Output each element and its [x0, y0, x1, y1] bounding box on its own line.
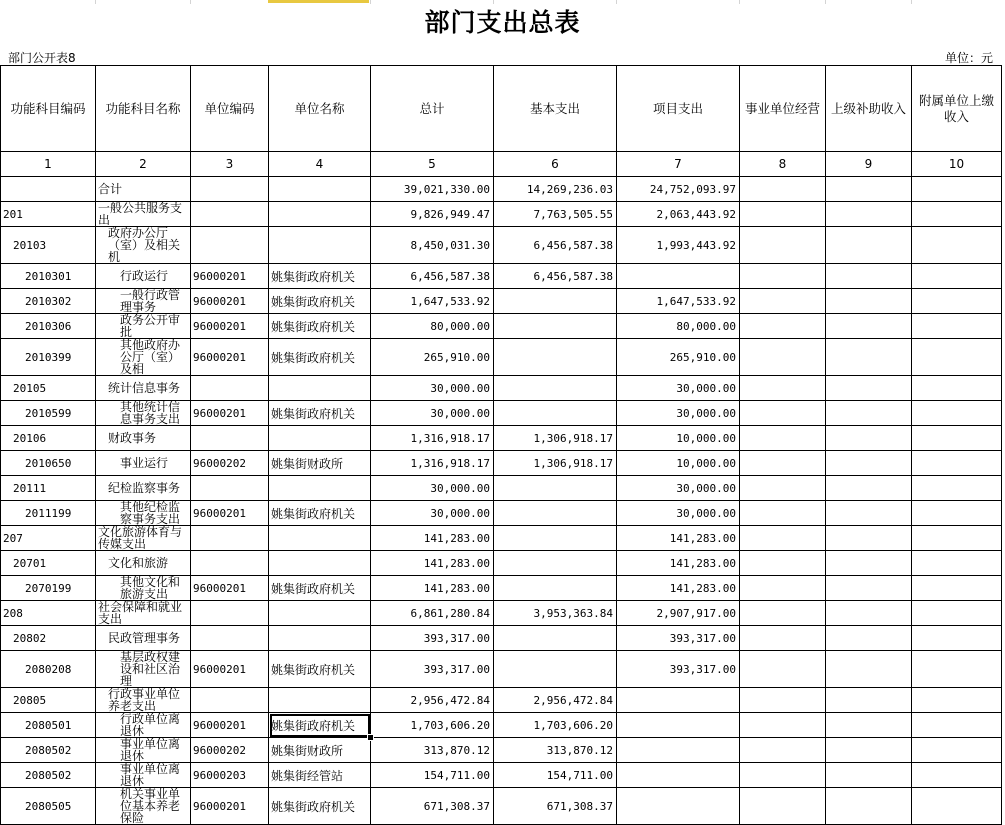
cell-project-expense[interactable]: [617, 688, 740, 713]
cell-basic-expense[interactable]: 313,870.12: [494, 738, 617, 763]
cell-project-expense[interactable]: 30,000.00: [617, 476, 740, 501]
cell-superior-subsidy[interactable]: [826, 339, 912, 376]
cell-function-code[interactable]: 208: [1, 601, 96, 626]
cell-business-operation[interactable]: [740, 738, 826, 763]
cell-unit-code[interactable]: 96000201: [191, 788, 269, 825]
cell-function-code[interactable]: 201: [1, 202, 96, 227]
cell-function-code[interactable]: 20103: [1, 227, 96, 264]
index-cell[interactable]: 7: [617, 152, 740, 177]
cell-function-name[interactable]: 事业单位离退休: [96, 738, 191, 763]
table-row: [1, 713, 1002, 738]
cell-affiliate-income[interactable]: [912, 451, 1002, 476]
cell-unit-name[interactable]: [269, 376, 371, 401]
cell-superior-subsidy[interactable]: [826, 227, 912, 264]
cell-unit-code[interactable]: 96000201: [191, 501, 269, 526]
cell-function-name[interactable]: 文化和旅游: [96, 551, 191, 576]
cell-unit-name[interactable]: 姚集街经管站: [269, 763, 371, 788]
cell-unit-name[interactable]: [269, 177, 371, 202]
cell-unit-name[interactable]: 姚集街政府机关: [269, 501, 371, 526]
cell-superior-subsidy[interactable]: [826, 526, 912, 551]
table-row: [1, 688, 1002, 713]
cell-affiliate-income[interactable]: [912, 314, 1002, 339]
cell-unit-code[interactable]: 96000201: [191, 651, 269, 688]
cell-business-operation[interactable]: [740, 177, 826, 202]
table-row: [1, 314, 1002, 339]
header-cell[interactable]: 事业单位经营: [740, 66, 826, 152]
cell-superior-subsidy[interactable]: [826, 202, 912, 227]
index-cell[interactable]: 5: [371, 152, 494, 177]
cell-basic-expense[interactable]: [494, 626, 617, 651]
table-row: [1, 738, 1002, 763]
cell-affiliate-income[interactable]: [912, 713, 1002, 738]
cell-total[interactable]: 6,456,587.38: [371, 264, 494, 289]
cell-business-operation[interactable]: [740, 713, 826, 738]
cell-basic-expense[interactable]: 3,953,363.84: [494, 601, 617, 626]
cell-unit-name[interactable]: 姚集街政府机关: [269, 576, 371, 601]
index-cell[interactable]: 9: [826, 152, 912, 177]
cell-project-expense[interactable]: [617, 713, 740, 738]
cell-unit-code[interactable]: [191, 688, 269, 713]
cell-total[interactable]: 1,316,918.17: [371, 451, 494, 476]
cell-function-code[interactable]: 2080501: [1, 713, 96, 738]
cell-function-name[interactable]: 行政单位离退休: [96, 713, 191, 738]
cell-function-code[interactable]: 2010301: [1, 264, 96, 289]
cell-affiliate-income[interactable]: [912, 551, 1002, 576]
cell-basic-expense[interactable]: [494, 526, 617, 551]
cell-business-operation[interactable]: [740, 763, 826, 788]
cell-function-name[interactable]: 其他统计信息事务支出: [96, 401, 191, 426]
cell-business-operation[interactable]: [740, 426, 826, 451]
cell-basic-expense[interactable]: [494, 289, 617, 314]
cell-basic-expense[interactable]: 2,956,472.84: [494, 688, 617, 713]
cell-unit-name[interactable]: [269, 551, 371, 576]
cell-basic-expense[interactable]: [494, 401, 617, 426]
cell-basic-expense[interactable]: [494, 476, 617, 501]
cell-unit-code[interactable]: 96000202: [191, 451, 269, 476]
cell-function-name[interactable]: 行政运行: [96, 264, 191, 289]
cell-unit-name[interactable]: [269, 202, 371, 227]
cell-superior-subsidy[interactable]: [826, 763, 912, 788]
table-row: [1, 177, 1002, 202]
cell-function-code[interactable]: 2080502: [1, 763, 96, 788]
cell-function-code[interactable]: [1, 177, 96, 202]
cell-function-code[interactable]: 2010599: [1, 401, 96, 426]
header-cell[interactable]: 总计: [371, 66, 494, 152]
table-row: [1, 376, 1002, 401]
cell-unit-code[interactable]: 96000201: [191, 264, 269, 289]
cell-unit-name[interactable]: 姚集街政府机关: [269, 339, 371, 376]
header-cell[interactable]: 基本支出: [494, 66, 617, 152]
cell-function-name[interactable]: 其他政府办公厅（室）及相: [96, 339, 191, 376]
cell-unit-code[interactable]: [191, 177, 269, 202]
cell-superior-subsidy[interactable]: [826, 177, 912, 202]
cell-unit-code[interactable]: [191, 476, 269, 501]
cell-total[interactable]: 313,870.12: [371, 738, 494, 763]
cell-function-name[interactable]: 事业运行: [96, 451, 191, 476]
cell-project-expense[interactable]: 2,907,917.00: [617, 601, 740, 626]
cell-basic-expense[interactable]: 14,269,236.03: [494, 177, 617, 202]
index-cell[interactable]: 2: [96, 152, 191, 177]
table-row: [1, 626, 1002, 651]
header-cell[interactable]: 上级补助收入: [826, 66, 912, 152]
cell-function-name[interactable]: 一般行政管理事务: [96, 289, 191, 314]
cell-superior-subsidy[interactable]: [826, 289, 912, 314]
cell-function-code[interactable]: 20106: [1, 426, 96, 451]
cell-basic-expense[interactable]: [494, 314, 617, 339]
cell-total[interactable]: 1,316,918.17: [371, 426, 494, 451]
cell-affiliate-income[interactable]: [912, 651, 1002, 688]
cell-unit-code[interactable]: 96000201: [191, 401, 269, 426]
fill-handle[interactable]: [367, 734, 374, 741]
cell-total[interactable]: 141,283.00: [371, 551, 494, 576]
cell-function-name[interactable]: 基层政权建设和社区治理: [96, 651, 191, 688]
cell-business-operation[interactable]: [740, 601, 826, 626]
cell-function-name[interactable]: 其他文化和旅游支出: [96, 576, 191, 601]
cell-total[interactable]: 39,021,330.00: [371, 177, 494, 202]
index-cell[interactable]: 10: [912, 152, 1002, 177]
table-row: [1, 526, 1002, 551]
table-row: [1, 601, 1002, 626]
cell-affiliate-income[interactable]: [912, 177, 1002, 202]
table-row: [1, 788, 1002, 825]
cell-project-expense[interactable]: 393,317.00: [617, 626, 740, 651]
cell-superior-subsidy[interactable]: [826, 264, 912, 289]
cell-superior-subsidy[interactable]: [826, 626, 912, 651]
cell-affiliate-income[interactable]: [912, 738, 1002, 763]
cell-basic-expense[interactable]: [494, 576, 617, 601]
cell-total[interactable]: 80,000.00: [371, 314, 494, 339]
cell-affiliate-income[interactable]: [912, 339, 1002, 376]
cell-function-name[interactable]: 一般公共服务支出: [96, 202, 191, 227]
cell-function-code[interactable]: 2080502: [1, 738, 96, 763]
cell-function-name[interactable]: 社会保障和就业支出: [96, 601, 191, 626]
header-cell[interactable]: 项目支出: [617, 66, 740, 152]
table-row: [1, 576, 1002, 601]
cell-total[interactable]: 6,861,280.84: [371, 601, 494, 626]
table-row: [1, 476, 1002, 501]
cell-function-name[interactable]: 其他纪检监察事务支出: [96, 501, 191, 526]
cell-unit-code[interactable]: 96000201: [191, 713, 269, 738]
cell-function-name[interactable]: 财政事务: [96, 426, 191, 451]
cell-unit-code[interactable]: [191, 426, 269, 451]
cell-function-name[interactable]: 政府办公厅（室）及相关机: [96, 227, 191, 264]
cell-business-operation[interactable]: [740, 227, 826, 264]
cell-total[interactable]: 30,000.00: [371, 476, 494, 501]
cell-project-expense[interactable]: 141,283.00: [617, 526, 740, 551]
cell-total[interactable]: 141,283.00: [371, 576, 494, 601]
cell-project-expense[interactable]: 30,000.00: [617, 501, 740, 526]
header-cell[interactable]: 单位名称: [269, 66, 371, 152]
cell-function-code[interactable]: 2010650: [1, 451, 96, 476]
cell-function-name[interactable]: 机关事业单位基本养老保险: [96, 788, 191, 825]
cell-superior-subsidy[interactable]: [826, 788, 912, 825]
cell-function-code[interactable]: 2080505: [1, 788, 96, 825]
cell-total[interactable]: 265,910.00: [371, 339, 494, 376]
cell-basic-expense[interactable]: 6,456,587.38: [494, 264, 617, 289]
cell-superior-subsidy[interactable]: [826, 451, 912, 476]
index-cell[interactable]: 3: [191, 152, 269, 177]
cell-project-expense[interactable]: 10,000.00: [617, 451, 740, 476]
cell-project-expense[interactable]: 393,317.00: [617, 651, 740, 688]
cell-function-code[interactable]: 20701: [1, 551, 96, 576]
cell-affiliate-income[interactable]: [912, 688, 1002, 713]
cell-project-expense[interactable]: 80,000.00: [617, 314, 740, 339]
table-row: [1, 202, 1002, 227]
cell-superior-subsidy[interactable]: [826, 476, 912, 501]
cell-function-code[interactable]: 20111: [1, 476, 96, 501]
cell-business-operation[interactable]: [740, 314, 826, 339]
cell-project-expense[interactable]: [617, 264, 740, 289]
cell-affiliate-income[interactable]: [912, 788, 1002, 825]
cell-basic-expense[interactable]: 154,711.00: [494, 763, 617, 788]
cell-business-operation[interactable]: [740, 289, 826, 314]
index-cell[interactable]: 6: [494, 152, 617, 177]
cell-superior-subsidy[interactable]: [826, 576, 912, 601]
cell-project-expense[interactable]: [617, 763, 740, 788]
cell-function-code[interactable]: 20105: [1, 376, 96, 401]
cell-total[interactable]: 2,956,472.84: [371, 688, 494, 713]
table-row: [1, 651, 1002, 688]
cell-business-operation[interactable]: [740, 501, 826, 526]
header-cell[interactable]: 单位编码: [191, 66, 269, 152]
table-row: [1, 227, 1002, 264]
cell-function-code[interactable]: 20802: [1, 626, 96, 651]
cell-affiliate-income[interactable]: [912, 526, 1002, 551]
cell-function-code[interactable]: 207: [1, 526, 96, 551]
cell-unit-name[interactable]: 姚集街政府机关: [269, 401, 371, 426]
index-cell[interactable]: 4: [269, 152, 371, 177]
table-row: [1, 763, 1002, 788]
unit-label: 单位：元: [944, 51, 993, 65]
table-row: [1, 551, 1002, 576]
cell-total[interactable]: 671,308.37: [371, 788, 494, 825]
cell-affiliate-income[interactable]: [912, 202, 1002, 227]
table-row: [1, 451, 1002, 476]
cell-total[interactable]: 30,000.00: [371, 401, 494, 426]
cell-unit-name[interactable]: 姚集街政府机关: [269, 788, 371, 825]
cell-business-operation[interactable]: [740, 376, 826, 401]
cell-unit-name[interactable]: [269, 526, 371, 551]
cell-affiliate-income[interactable]: [912, 601, 1002, 626]
page-title: 部门支出总表: [424, 8, 581, 37]
cell-function-code[interactable]: 2010302: [1, 289, 96, 314]
index-cell[interactable]: 8: [740, 152, 826, 177]
table-row: [1, 501, 1002, 526]
cell-basic-expense[interactable]: 7,763,505.55: [494, 202, 617, 227]
table-row: [1, 289, 1002, 314]
index-cell[interactable]: 1: [1, 152, 96, 177]
cell-function-name[interactable]: 民政管理事务: [96, 626, 191, 651]
cell-affiliate-income[interactable]: [912, 227, 1002, 264]
cell-unit-code[interactable]: 96000201: [191, 576, 269, 601]
cell-unit-name[interactable]: 姚集街政府机关: [269, 289, 371, 314]
cell-total[interactable]: 30,000.00: [371, 376, 494, 401]
cell-unit-code[interactable]: [191, 601, 269, 626]
cell-unit-name[interactable]: 姚集街财政所: [269, 738, 371, 763]
cell-business-operation[interactable]: [740, 551, 826, 576]
cell-unit-code[interactable]: [191, 626, 269, 651]
cell-business-operation[interactable]: [740, 451, 826, 476]
cell-function-name[interactable]: 文化旅游体育与传媒支出: [96, 526, 191, 551]
cell-function-code[interactable]: 2011199: [1, 501, 96, 526]
cell-total[interactable]: 1,647,533.92: [371, 289, 494, 314]
table-row: [1, 264, 1002, 289]
cell-basic-expense[interactable]: 1,703,606.20: [494, 713, 617, 738]
cell-basic-expense[interactable]: [494, 651, 617, 688]
cell-affiliate-income[interactable]: [912, 264, 1002, 289]
cell-unit-code[interactable]: 96000201: [191, 314, 269, 339]
cell-function-name[interactable]: 事业单位离退休: [96, 763, 191, 788]
cell-basic-expense[interactable]: 6,456,587.38: [494, 227, 617, 264]
cell-unit-name[interactable]: 姚集街政府机关: [269, 314, 371, 339]
cell-basic-expense[interactable]: [494, 339, 617, 376]
cell-business-operation[interactable]: [740, 202, 826, 227]
cell-affiliate-income[interactable]: [912, 626, 1002, 651]
cell-function-code[interactable]: 2010399: [1, 339, 96, 376]
cell-project-expense[interactable]: 10,000.00: [617, 426, 740, 451]
cell-unit-code[interactable]: [191, 202, 269, 227]
cell-basic-expense[interactable]: [494, 376, 617, 401]
cell-function-code[interactable]: 2010306: [1, 314, 96, 339]
cell-unit-code[interactable]: 96000201: [191, 289, 269, 314]
cell-total[interactable]: 393,317.00: [371, 651, 494, 688]
cell-affiliate-income[interactable]: [912, 501, 1002, 526]
cell-total[interactable]: 8,450,031.30: [371, 227, 494, 264]
cell-business-operation[interactable]: [740, 576, 826, 601]
cell-basic-expense[interactable]: [494, 551, 617, 576]
cell-affiliate-income[interactable]: [912, 401, 1002, 426]
cell-total[interactable]: 9,826,949.47: [371, 202, 494, 227]
cell-unit-name[interactable]: 姚集街财政所: [269, 451, 371, 476]
cell-affiliate-income[interactable]: [912, 763, 1002, 788]
cell-business-operation[interactable]: [740, 626, 826, 651]
cell-project-expense[interactable]: 30,000.00: [617, 376, 740, 401]
cell-function-code[interactable]: 2080208: [1, 651, 96, 688]
cell-affiliate-income[interactable]: [912, 476, 1002, 501]
cell-project-expense[interactable]: 30,000.00: [617, 401, 740, 426]
cell-basic-expense[interactable]: 1,306,918.17: [494, 451, 617, 476]
cell-unit-name[interactable]: [269, 476, 371, 501]
cell-total[interactable]: 1,703,606.20: [371, 713, 494, 738]
header-row: [1, 66, 1002, 152]
cell-unit-name[interactable]: 姚集街政府机关: [269, 713, 371, 738]
cell-project-expense[interactable]: 1,993,443.92: [617, 227, 740, 264]
cell-unit-code[interactable]: [191, 551, 269, 576]
cell-function-code[interactable]: 20805: [1, 688, 96, 713]
cell-superior-subsidy[interactable]: [826, 501, 912, 526]
cell-unit-name[interactable]: 姚集街政府机关: [269, 651, 371, 688]
cell-project-expense[interactable]: 2,063,443.92: [617, 202, 740, 227]
header-cell[interactable]: 功能科目编码: [1, 66, 96, 152]
cell-unit-name[interactable]: [269, 688, 371, 713]
form-number: 部门公开表8: [8, 51, 76, 65]
cell-total[interactable]: 393,317.00: [371, 626, 494, 651]
cell-superior-subsidy[interactable]: [826, 688, 912, 713]
expenditure-table: [0, 65, 1002, 825]
table-body: [1, 177, 1002, 825]
cell-unit-code[interactable]: 96000203: [191, 763, 269, 788]
cell-project-expense[interactable]: 1,647,533.92: [617, 289, 740, 314]
index-row: [1, 152, 1002, 177]
cell-business-operation[interactable]: [740, 688, 826, 713]
cell-unit-code[interactable]: [191, 526, 269, 551]
cell-superior-subsidy[interactable]: [826, 376, 912, 401]
cell-project-expense[interactable]: [617, 788, 740, 825]
cell-total[interactable]: 154,711.00: [371, 763, 494, 788]
cell-unit-code[interactable]: [191, 227, 269, 264]
cell-business-operation[interactable]: [740, 401, 826, 426]
cell-project-expense[interactable]: 265,910.00: [617, 339, 740, 376]
cell-project-expense[interactable]: 24,752,093.97: [617, 177, 740, 202]
cell-unit-name[interactable]: [269, 601, 371, 626]
cell-unit-name[interactable]: [269, 626, 371, 651]
cell-project-expense[interactable]: 141,283.00: [617, 576, 740, 601]
cell-function-name[interactable]: 行政事业单位养老支出: [96, 688, 191, 713]
cell-unit-name[interactable]: [269, 227, 371, 264]
cell-unit-code[interactable]: 96000202: [191, 738, 269, 763]
cell-superior-subsidy[interactable]: [826, 738, 912, 763]
table-row: [1, 401, 1002, 426]
cell-superior-subsidy[interactable]: [826, 601, 912, 626]
cell-basic-expense[interactable]: 1,306,918.17: [494, 426, 617, 451]
cell-project-expense[interactable]: 141,283.00: [617, 551, 740, 576]
cell-superior-subsidy[interactable]: [826, 713, 912, 738]
cell-function-name[interactable]: 纪检监察事务: [96, 476, 191, 501]
cell-business-operation[interactable]: [740, 788, 826, 825]
cell-superior-subsidy[interactable]: [826, 314, 912, 339]
cell-function-name[interactable]: 合计: [96, 177, 191, 202]
cell-affiliate-income[interactable]: [912, 376, 1002, 401]
table-row: [1, 339, 1002, 376]
table-row: [1, 426, 1002, 451]
cell-business-operation[interactable]: [740, 651, 826, 688]
cell-business-operation[interactable]: [740, 526, 826, 551]
cell-basic-expense[interactable]: 671,308.37: [494, 788, 617, 825]
cell-function-name[interactable]: 政务公开审批: [96, 314, 191, 339]
cell-affiliate-income[interactable]: [912, 426, 1002, 451]
cell-superior-subsidy[interactable]: [826, 551, 912, 576]
cell-affiliate-income[interactable]: [912, 576, 1002, 601]
cell-affiliate-income[interactable]: [912, 289, 1002, 314]
cell-business-operation[interactable]: [740, 476, 826, 501]
cell-basic-expense[interactable]: [494, 501, 617, 526]
cell-superior-subsidy[interactable]: [826, 401, 912, 426]
cell-unit-code[interactable]: [191, 376, 269, 401]
header-cell[interactable]: 功能科目名称: [96, 66, 191, 152]
cell-unit-code[interactable]: 96000201: [191, 339, 269, 376]
cell-total[interactable]: 141,283.00: [371, 526, 494, 551]
cell-total[interactable]: 30,000.00: [371, 501, 494, 526]
cell-unit-name[interactable]: [269, 426, 371, 451]
cell-business-operation[interactable]: [740, 264, 826, 289]
cell-function-name[interactable]: 统计信息事务: [96, 376, 191, 401]
cell-unit-name[interactable]: 姚集街政府机关: [269, 264, 371, 289]
cell-superior-subsidy[interactable]: [826, 426, 912, 451]
cell-project-expense[interactable]: [617, 738, 740, 763]
cell-function-code[interactable]: 2070199: [1, 576, 96, 601]
header-cell[interactable]: 附属单位上缴收入: [912, 66, 1002, 152]
cell-superior-subsidy[interactable]: [826, 651, 912, 688]
cell-business-operation[interactable]: [740, 339, 826, 376]
